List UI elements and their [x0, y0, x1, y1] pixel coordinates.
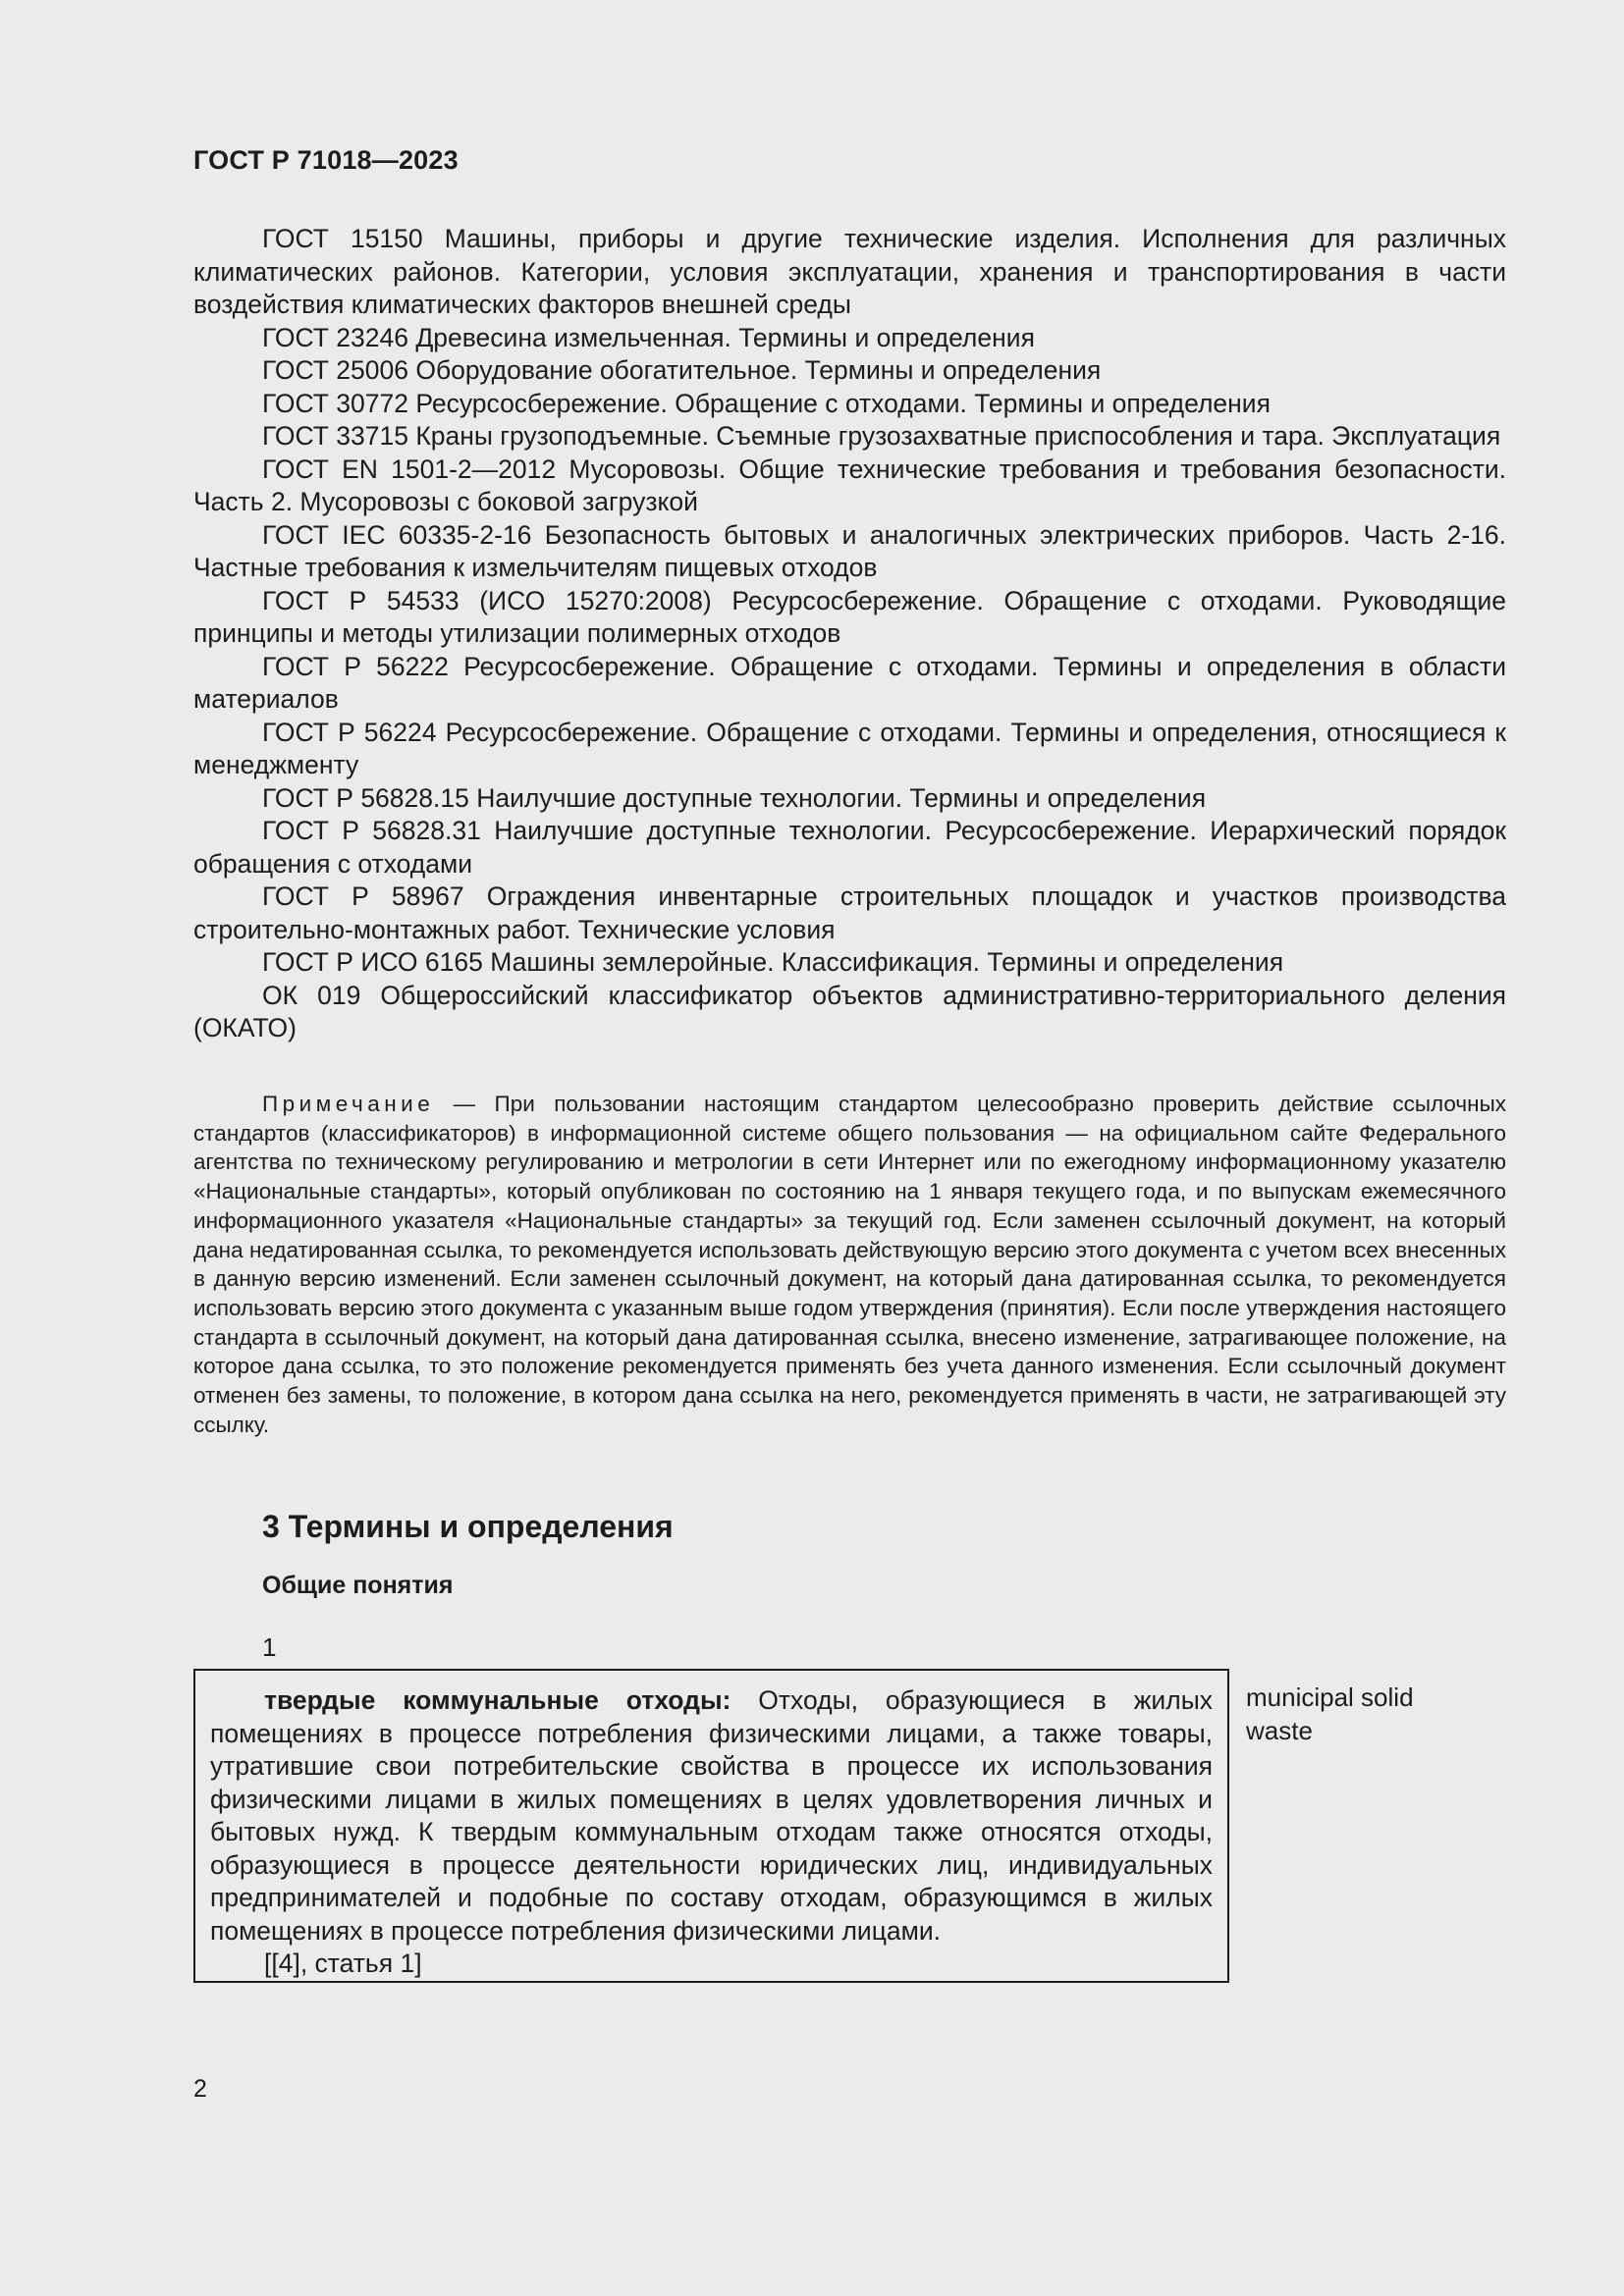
reference-item: ГОСТ Р ИСО 6165 Машины землеройные. Классификация. Термины и определения	[262, 947, 1284, 977]
reference-item: ГОСТ 15150 Машины, приборы и другие технические изделия. Исполнения для различных климатических районов. Категории, условия эксплуатации, хранения и транспортирования в части воздействия климатических факторов внешней среды	[193, 224, 1506, 319]
document-header: ГОСТ Р 71018—2023	[193, 145, 459, 175]
term-number: 1	[262, 1632, 277, 1662]
term-source: [[4], статья 1]	[264, 1949, 422, 1978]
reference-item: ГОСТ 25006 Оборудование обогатительное. Термины и определения	[262, 355, 1102, 385]
reference-item: ГОСТ Р 54533 (ИСО 15270:2008) Ресурсосбережение. Обращение с отходами. Руководящие принципы и методы утилизации полимерных отходов	[193, 585, 1506, 648]
term-definition-box	[193, 1669, 1229, 1983]
subsection-title: Общие понятия	[262, 1572, 454, 1599]
reference-item: ГОСТ 23246 Древесина измельченная. Термины и определения	[262, 322, 1035, 352]
page-number: 2	[193, 2075, 207, 2103]
term-name: твердые коммунальные отходы:	[264, 1685, 731, 1715]
reference-item: ГОСТ Р 56222 Ресурсосбережение. Обращение с отходами. Термины и определения в области материалов	[193, 651, 1506, 714]
note-label: Примечание	[262, 1092, 435, 1116]
note-paragraph	[193, 1090, 1506, 1439]
term-english-equivalent: municipal solid waste	[1246, 1682, 1414, 1745]
section-title: 3 Термины и определения	[262, 1509, 674, 1544]
reference-item: ГОСТ IEC 60335-2-16 Безопасность бытовых и аналогичных электрических приборов. Часть 2-16. Частные требования к измельчителям пищевых отходов	[193, 519, 1506, 582]
normative-references	[193, 223, 1506, 1045]
reference-item: ГОСТ 30772 Ресурсосбережение. Обращение с отходами. Термины и определения	[262, 388, 1271, 418]
term-definition-text: Отходы, образующиеся в жилых помещениях в процессе потребления физическими лицами, а также товары, утратившие свои потребительские свойства в процессе их использования физическими лицами в жилых помещениях в целях удовлетворения личных и бытовых нужд. К твердым коммунальным отходам также относятся отходы, образующиеся в процессе деятельности юридических лиц, индивидуальных предпринимателей и подобные по составу отходам, образующимся в жилых помещениях в процессе потребления физическими лицами.	[210, 1685, 1213, 1946]
reference-item: ГОСТ EN 1501-2—2012 Мусоровозы. Общие технические требования и требования безопасности. Часть 2. Мусоровозы с боковой загрузкой	[193, 454, 1506, 516]
term-definition	[210, 1684, 1213, 1948]
reference-item: ГОСТ Р 56828.15 Наилучшие доступные технологии. Термины и определения	[262, 782, 1207, 813]
reference-item: ГОСТ Р 56224 Ресурсосбережение. Обращение с отходами. Термины и определения, относящиеся к менеджменту	[193, 717, 1506, 779]
reference-item: ОК 019 Общероссийский классификатор объектов административно-территориального деления (ОКАТО)	[193, 980, 1506, 1042]
reference-item: ГОСТ Р 58967 Ограждения инвентарные строительных площадок и участков производства строительно-монтажных работ. Технические условия	[193, 881, 1506, 944]
note-text: — При пользовании настоящим стандартом целесообразно проверить действие ссылочных стандартов (классификаторов) в информационной системе общего пользования — на официальном сайте Федерального агентства по техническому регулированию и метрологии в сети Интернет или по ежегодному информационному указателю «Национальные стандарты», который опубликован по состоянию на 1 января текущего года, и по выпускам ежемесячного информационного указателя «Национальные стандарты» за текущий год. Если заменен ссылочный документ, на который дана недатированная ссылка, то рекомендуется использовать действующую версию этого документа с учетом всех внесенных в данную версию изменений. Если заменен ссылочный документ, на который дана датированная ссылка, то рекомендуется использовать версию этого документа с указанным выше годом утверждения (принятия). Если после утверждения настоящего стандарта в ссылочный документ, на который дана датированная ссылка, внесено изменение, затрагивающее положение, на которое дана ссылка, то это положение рекомендуется применять без учета данного изменения. Если ссылочный документ отменен без замены, то положение, в котором дана ссылка на него, рекомендуется применять в части, не затрагивающей эту ссылку.	[193, 1092, 1506, 1437]
reference-item: ГОСТ 33715 Краны грузоподъемные. Съемные грузозахватные приспособления и тара. Эксплуатация	[262, 421, 1501, 451]
reference-item: ГОСТ Р 56828.31 Наилучшие доступные технологии. Ресурсосбережение. Иерархический порядок обращения с отходами	[193, 816, 1506, 879]
